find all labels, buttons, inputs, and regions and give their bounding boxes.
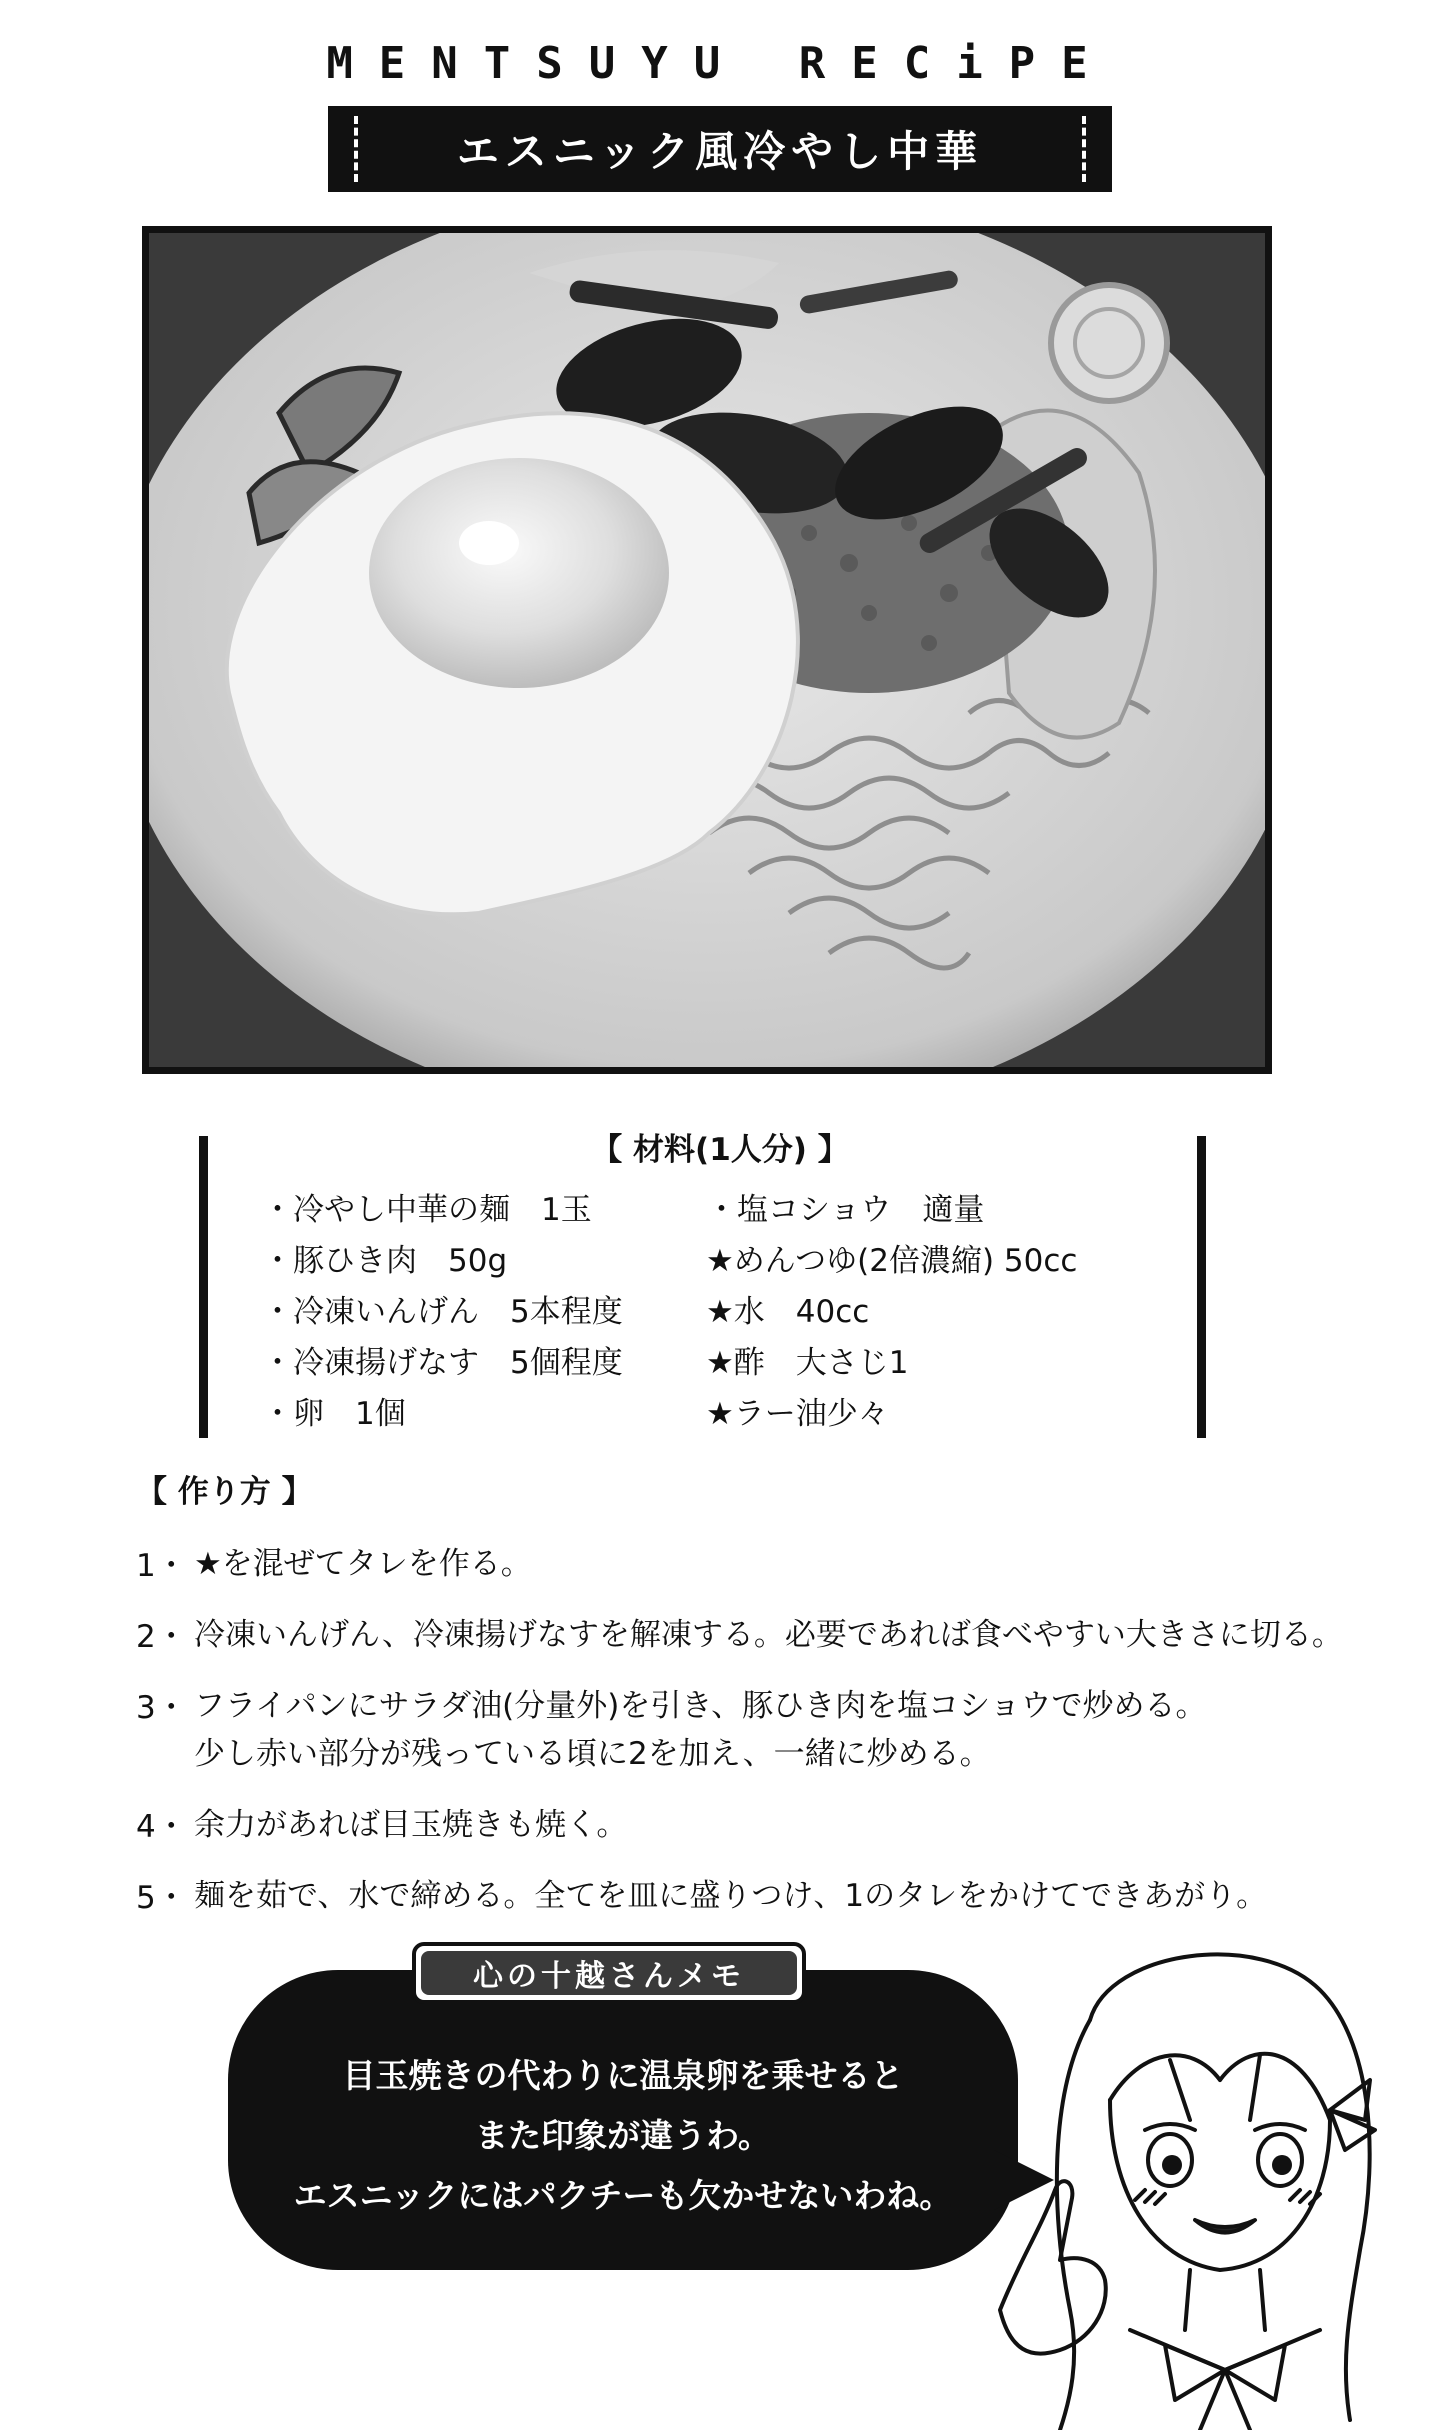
ingredient-item: ★ラー油少々 (706, 1396, 889, 1432)
ingredients-right-column (706, 1185, 1077, 1440)
recipe-title: エスニック風冷やし中華 (456, 127, 984, 176)
memo-line: また印象が違うわ。 (475, 2116, 771, 2155)
step-line: ★を混ぜてタレを作る。 (194, 1546, 532, 1582)
method-step (136, 1682, 1406, 1778)
step-text (194, 1611, 1406, 1659)
recipe-title-band (328, 106, 1112, 192)
memo-line: 目玉焼きの代わりに温泉卵を乗せると (342, 2056, 904, 2095)
ingredients-heading: 【 材料(1人分) 】 (591, 1132, 849, 1168)
character-illustration (960, 1930, 1430, 2430)
step-text (194, 1682, 1406, 1778)
ingredient-item: ・冷やし中華の麺 1玉 (262, 1192, 592, 1228)
memo-line: エスニックにはパクチーも欠かせないわね。 (293, 2176, 953, 2215)
step-line: 少し赤い部分が残っている頃に2を加え、一緒に炒める。 (194, 1736, 991, 1772)
method-step (136, 1611, 1406, 1659)
ingredient-item: ・卵 1個 (262, 1396, 406, 1432)
dish-photo (142, 226, 1272, 1074)
dish-photo-illustration (149, 233, 1265, 1067)
method-heading: 【 作り方 】 (136, 1474, 313, 1510)
ingredient-item: ★酢 大さじ1 (706, 1345, 909, 1381)
ingredients-right-bar (1197, 1136, 1206, 1438)
method-step (136, 1801, 1406, 1849)
step-line: フライパンにサラダ油(分量外)を引き、豚ひき肉を塩コショウで炒める。 (194, 1688, 1207, 1724)
ingredient-item: ・塩コショウ 適量 (706, 1192, 985, 1228)
ingredient-item: ・冷凍いんげん 5本程度 (262, 1294, 623, 1330)
step-line: 冷凍いんげん、冷凍揚げなすを解凍する。必要であれば食べやすい大きさに切る。 (194, 1617, 1343, 1653)
ingredient-item: ★めんつゆ(2倍濃縮) 50cc (706, 1243, 1078, 1279)
memo-text (228, 2046, 1018, 2226)
ingredient-item: ★水 40cc (706, 1294, 870, 1330)
memo-tag (412, 1942, 806, 2004)
step-number: 5・ (136, 1880, 187, 1916)
method-step (136, 1540, 1406, 1588)
step-line: 余力があれば目玉焼きも焼く。 (194, 1807, 628, 1843)
step-number: 1・ (136, 1548, 187, 1584)
method-steps (136, 1540, 1406, 1920)
step-text (194, 1801, 1406, 1849)
ingredient-item: ・豚ひき肉 50g (262, 1243, 508, 1279)
method-step (136, 1872, 1406, 1920)
series-title: MENTSUYU RECiPE (326, 38, 1114, 89)
memo-tag-label: 心の十越さんメモ (421, 1951, 797, 1995)
step-number: 4・ (136, 1809, 187, 1845)
ingredients-left-column (262, 1185, 623, 1440)
ingredient-item: ・冷凍揚げなす 5個程度 (262, 1345, 623, 1381)
step-number: 3・ (136, 1690, 187, 1726)
step-number: 2・ (136, 1619, 187, 1655)
step-text (194, 1540, 1406, 1588)
step-line: 麺を茹で、水で締める。全てを皿に盛りつけ、1のタレをかけてできあがり。 (194, 1878, 1268, 1914)
step-text (194, 1872, 1406, 1920)
ingredients-left-bar (199, 1136, 208, 1438)
